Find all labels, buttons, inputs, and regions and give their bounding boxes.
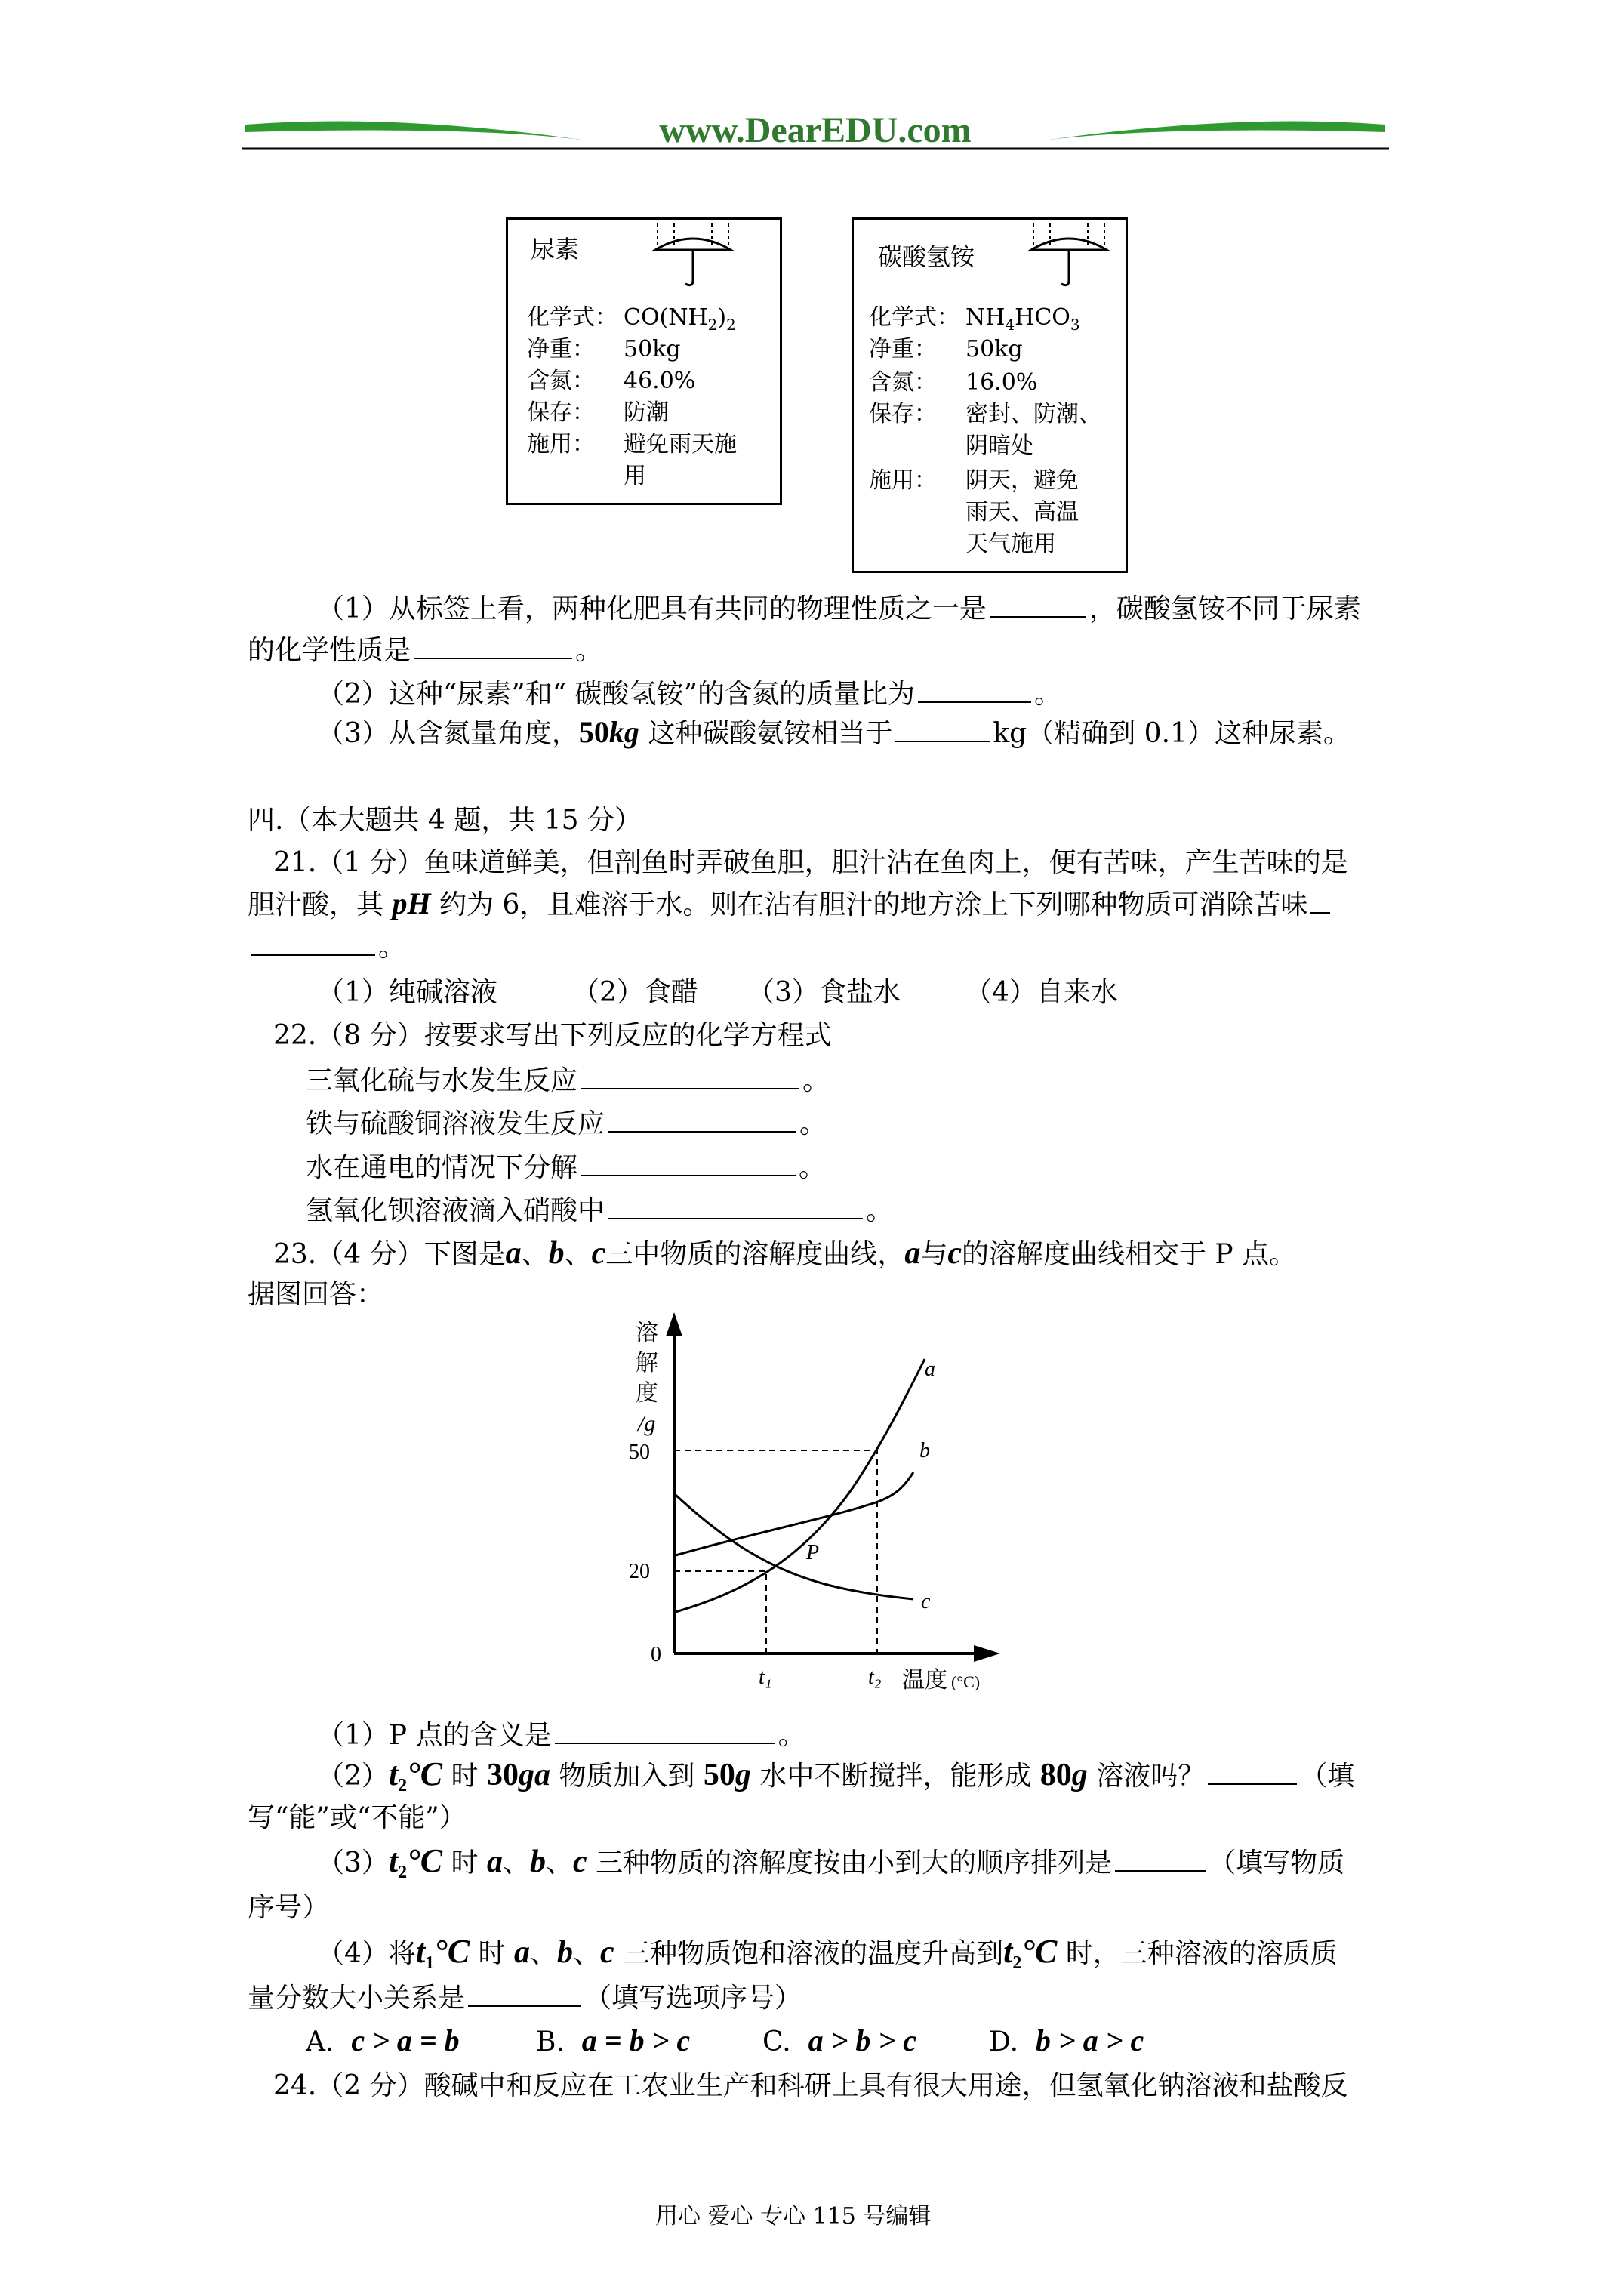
- label-row: 保存： 密封、防潮、: [869, 401, 1101, 427]
- label-title: 尿素: [531, 235, 580, 264]
- label-row: 化学式： $NH_4HCO_3$: [869, 304, 1080, 334]
- y-label-char: 度: [636, 1381, 658, 1406]
- q22-item: 氢氧化钡溶液滴入硝酸中 。: [306, 1191, 893, 1230]
- q22-stem: 22.（8 分）按要求写出下列反应的化学方程式: [273, 1020, 832, 1051]
- q22-item: 三氧化硫与水发生反应 。: [306, 1061, 830, 1100]
- section-heading: 四.（本大题共 4 题，共 15 分）: [248, 805, 642, 836]
- answer-blank[interactable]: [581, 1061, 799, 1089]
- label-row: 净重： 50kg: [527, 336, 681, 362]
- x-tick-label: t₁: [759, 1666, 772, 1689]
- q20-part1-line2: 的化学性质是 。: [248, 630, 602, 670]
- q20-part1-line1: （1）从标签上看，两种化肥具有共同的物理性质之一是 ，碳酸氢铵不同于尿素: [317, 589, 1361, 628]
- page-footer: 用心 爱心 专心 115 号编辑: [655, 2203, 932, 2230]
- q21-option: （1）纯碱溶液: [317, 977, 497, 1008]
- q23-part2-line1: $(2)t_2^\circ C$ 时 30ga 物质加入到 50g 水中不断搅拌，能形成 80g 溶液吗？ （填: [317, 1755, 1355, 1796]
- answer-blank[interactable]: [1208, 1756, 1297, 1785]
- q23-part4-line2: 量分数大小关系是 （填写选项序号）: [248, 1978, 802, 2017]
- q23-line1: 23.（4 分）下图是a、b、c三中物质的溶解度曲线，a与c的溶解度曲线相交于 P 点。: [273, 1236, 1297, 1271]
- answer-blank[interactable]: [468, 1978, 581, 2007]
- label-title: 碳酸氢铵: [878, 242, 975, 271]
- q20-part2: （2）这种“尿素”和“ 碳酸氢铵”的含氮的质量比为 。: [317, 674, 1061, 713]
- q22-item: 铁与硫酸铜溶液发生反应 。: [306, 1104, 827, 1143]
- series-label: c: [921, 1590, 931, 1613]
- q23-choice: A. c > a = b: [306, 2023, 460, 2057]
- answer-blank[interactable]: [608, 1104, 796, 1133]
- label-row: 阴暗处: [965, 433, 1033, 459]
- q21-line1: 21.（1 分）鱼味道鲜美，但剖鱼时弄破鱼胆，胆汁沾在鱼肉上，便有苦味，产生苦味的是: [273, 847, 1348, 878]
- q21-line3: 。: [248, 927, 405, 966]
- q21-option: （4）自来水: [965, 977, 1118, 1008]
- point-p-label: P: [806, 1541, 820, 1564]
- answer-blank[interactable]: [555, 1715, 775, 1744]
- label-row: 用: [624, 463, 646, 489]
- q23-choice: D. b > a > c: [989, 2023, 1144, 2057]
- label-row: 天气施用: [965, 531, 1056, 557]
- q21-line2: 胆汁酸，其 pH 约为 6，且难溶于水。则在沾有胆汁的地方涂上下列哪种物质可消除苦味: [248, 885, 1333, 924]
- label-row: 保存： 防潮: [527, 399, 669, 426]
- answer-blank[interactable]: [1115, 1843, 1206, 1872]
- y-unit: /g: [638, 1411, 656, 1436]
- label-row: 施用： 避免雨天施: [527, 431, 737, 458]
- label-row: 雨天、高温: [965, 499, 1079, 525]
- q23-part3-line2: 序号）: [248, 1892, 330, 1923]
- x-axis-arrow: [974, 1645, 1000, 1662]
- y-label-char: 解: [636, 1351, 658, 1376]
- y-tick-label: 50: [629, 1441, 650, 1464]
- answer-blank[interactable]: [251, 927, 375, 956]
- label-row: 含氮： 46.0%: [527, 368, 696, 394]
- x-label: 温度: [902, 1668, 947, 1693]
- site-name: www.DearEDU.com: [659, 110, 972, 150]
- guide-50: [674, 1450, 877, 1653]
- q23-part3-line1: $(3)t_2^\circ C$ 时 a、b、c 三种物质的溶解度按由小到大的顺序排列是 （填写物质: [317, 1842, 1345, 1883]
- solubility-chart: [604, 1306, 1012, 1699]
- series-label: b: [919, 1439, 930, 1462]
- answer-blank[interactable]: [990, 589, 1086, 618]
- q21-option: （2）食醋: [572, 977, 698, 1008]
- q23-choice: C. a > b > c: [762, 2023, 916, 2057]
- umbrella-icon: [1027, 223, 1110, 291]
- q22-item: 水在通电的情况下分解 。: [306, 1148, 826, 1187]
- q20-part3: （3）从含氮量角度，50kg 这种碳酸氨铵相当于 kg（精确到 0.1）这种尿素。: [317, 715, 1350, 749]
- label-ammonium-bicarbonate: [852, 217, 1128, 573]
- label-row: 施用： 阴天，避免: [869, 467, 1079, 494]
- q23-line2: 据图回答：: [248, 1279, 384, 1310]
- x-tick-label: t₂: [868, 1666, 882, 1689]
- q24-line1: 24.（2 分）酸碱中和反应在工农业生产和科研上具有很大用途，但氢氧化钠溶液和盐酸反: [273, 2070, 1348, 2101]
- q23-choice: B. a = b > c: [536, 2023, 691, 2057]
- answer-blank[interactable]: [608, 1191, 863, 1219]
- y-tick-label: 20: [629, 1560, 650, 1583]
- q23-part2-line2: 写“能”或“不能”）: [248, 1802, 467, 1833]
- y-tick-label: 0: [651, 1643, 661, 1666]
- answer-blank[interactable]: [1310, 885, 1330, 914]
- q21-option: （3）食盐水: [747, 977, 901, 1008]
- answer-blank[interactable]: [414, 630, 572, 659]
- label-row: 化学式： $CO(NH_2)_2$: [527, 304, 736, 334]
- label-row: 含氮： 16.0%: [869, 369, 1038, 396]
- curve-a: [676, 1359, 925, 1612]
- header-banner: [242, 109, 1389, 162]
- x-unit: (°C): [951, 1672, 981, 1691]
- answer-blank[interactable]: [581, 1148, 796, 1176]
- guide-20: [674, 1571, 766, 1653]
- label-row: 净重： 50kg: [869, 336, 1023, 362]
- label-urea: [506, 217, 782, 505]
- answer-blank[interactable]: [895, 713, 990, 742]
- series-label: a: [925, 1358, 935, 1381]
- y-axis-arrow: [666, 1312, 682, 1336]
- y-label-char: 溶: [636, 1321, 658, 1345]
- q23-part1: （1）P 点的含义是 。: [317, 1715, 805, 1755]
- answer-blank[interactable]: [918, 674, 1031, 703]
- umbrella-icon: [651, 223, 735, 291]
- q23-part4-line1: （4）将$t_1^\circ C$ 时 a、b、c 三种物质饱和溶液的温度升高到$t_2^\circ C$ 时，三种溶液的溶质质: [317, 1933, 1338, 1974]
